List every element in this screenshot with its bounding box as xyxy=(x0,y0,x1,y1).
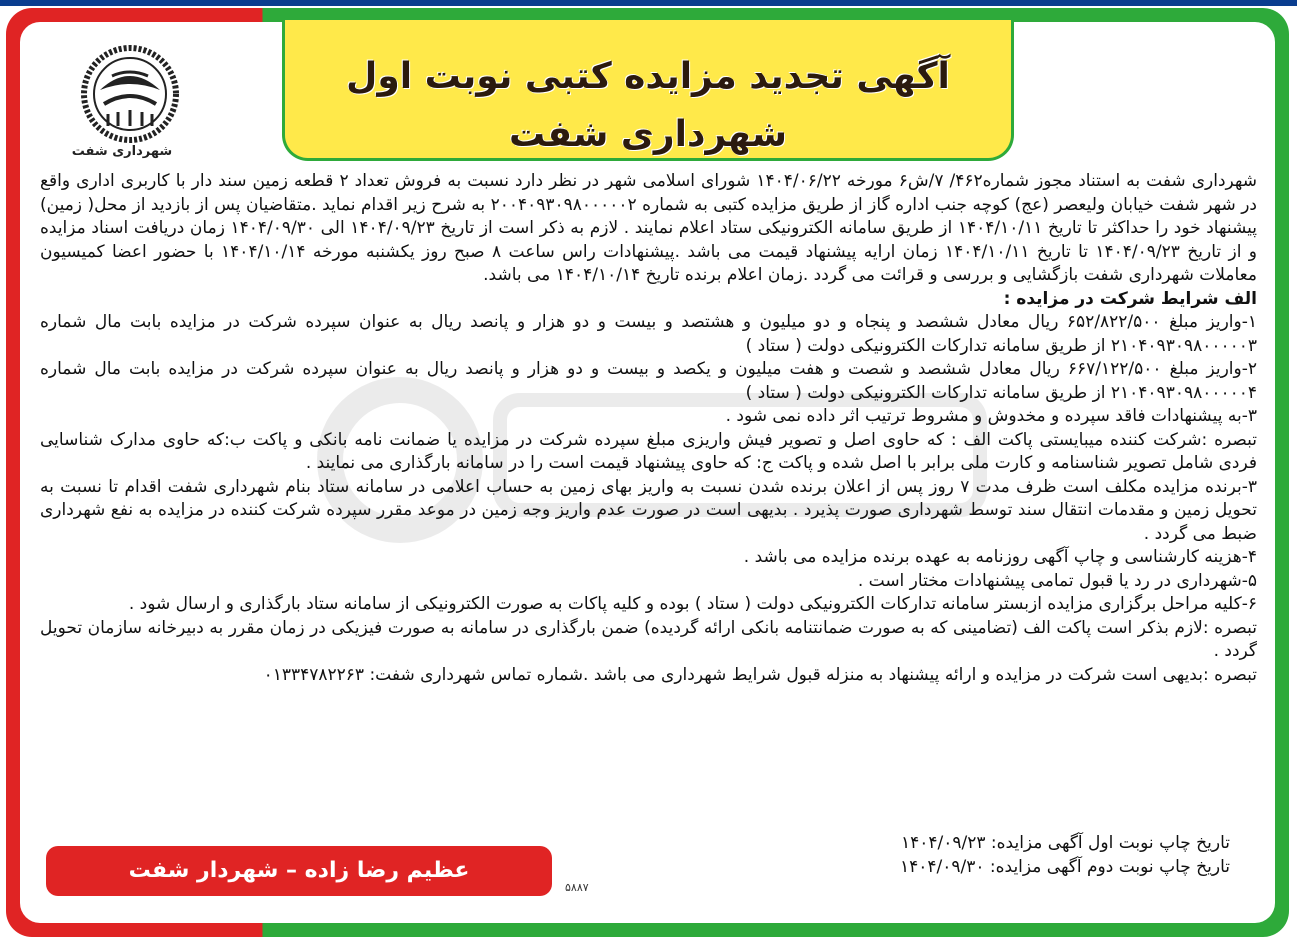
title-line-1: آگهی تجدید مزایده کتبی نوبت اول xyxy=(346,56,950,97)
condition-item: ۱-واریز مبلغ ۶۵۲/۸۲۲/۵۰۰ ریال معادل ششصد و پنجاه و دو میلیون و هشتصد و بیست و دو هزار و پانصد ریال به عنوان سپرده شرکت در مزایده بابت مال شماره ۲۱۰۴۰۹۳۰۹۸۰۰۰۰۰۳ از طریق سامانه تدارکات الکترونیکی دولت ( ستاد ) xyxy=(40,312,1258,356)
ad-body xyxy=(40,170,1257,687)
ad-code: ۵۸۸۷ xyxy=(565,881,589,894)
condition-note: تبصره :لازم بذکر است پاکت الف (تضامینی که به صورت ضمانتنامه بانکی ارائه گردیده) ضمن بارگذاری در سامانه به صورت فیزیکی در زمان مقرر به دبیرخانه سازمان تحویل گردد . xyxy=(40,617,1257,661)
first-publish-label: تاریخ چاپ نوبت اول آگهی مزایده: xyxy=(990,833,1230,853)
condition-item: ۵-شهرداری در رد یا قبول تمامی پیشنهادات مختار است . xyxy=(857,570,1257,591)
condition-note: تبصره :شرکت کننده میبایستی پاکت الف : که حاوی اصل و تصویر فیش واریزی مبلغ سپرده شرکت در مزایده یا ضمانت نامه بانکی و پاکت ب:که حاوی مدارک شناسایی فردی شامل تصویر شناسنامه و کارت ملی برابر با اصل شده و پاکت ج: که حاوی پیشنهاد قیمت است را در سامانه بارگذاری می نمایند . xyxy=(40,429,1257,473)
second-publish-value: ۱۴۰۴/۰۹/۳۰ xyxy=(899,856,985,877)
condition-item: ۲-واریز مبلغ ۶۶۷/۱۲۲/۵۰۰ ریال معادل ششصد و شصت و هفت میلیون و یکصد و بیست و دو هزار و پانصد ریال به عنوان سپرده شرکت در مزایده بابت مال شماره ۲۱۰۴۰۹۳۰۹۸۰۰۰۰۰۴ از طریق سامانه تدارکات الکترونیکی دولت ( ستاد ) xyxy=(40,359,1258,403)
logo-caption: شهرداری شفت xyxy=(71,144,173,159)
condition-item: ۴-هزینه کارشناسی و چاپ آگهی روزنامه به عهده برنده مزایده می باشد . xyxy=(743,547,1257,567)
title-line-2: شهرداری شفت xyxy=(508,114,788,155)
condition-item: ۳-به پیشنهادات فاقد سپرده و مخدوش و مشروط ترتیب اثر داده نمی شود . xyxy=(725,406,1257,426)
section-title: الف شرایط شرکت در مزایده : xyxy=(1003,288,1257,309)
condition-item: ۳-برنده مزایده مکلف است ظرف مدت ۷ روز پس از اعلان برنده شدن نسبت به واریز بهای زمین به حساب اعلامی در سامانه ستاد بنام شهرداری شفت اقدام تا نسبت به تحویل زمین و مقدمات انتقال سند توسط شهرداری صورت پذیرد . بدیهی است در صورت عدم واریز وجه زمین در موعد مقرر سپرده شرکت کننده در مزایده به نفع شهرداری ضبط می گردد . xyxy=(40,476,1257,544)
intro-paragraph: شهرداری شفت به استناد مجوز شماره۴۶۲/ ۷/ش۶ مورخه ۱۴۰۴/۰۶/۲۲ شورای اسلامی شهر در نظر دارد نسبت به فروش تعداد ۲ قطعه زمین سند دار با کاربری اداری واقع در شهر شفت خیابان ولیعصر (عج) کوچه جنب اداره گاز از طریق مزایده کتبی به شماره ۲۰۰۴۰۹۳۰۹۸۰۰۰۰۰۲ به شرح زیر اقدام نماید .متقاضیان پس از بازدید از محل( زمین) پیشنهاد خود را حداکثر تا تاریخ ۱۴۰۴/۱۰/۱۱ از طریق سامانه الکترونیکی ستاد اعلام نمایند . لازم به ذکر است از تاریخ ۱۴۰۴/۰۹/۲۳ الی ۱۴۰۴/۰۹/۳۰ زمان دریافت اسناد مزایده و از تاریخ ۱۴۰۴/۰۹/۲۳ تا تاریخ ۱۴۰۴/۱۰/۱۱ زمان ارایه پیشنهاد قیمت می باشد .پیشنهادات راس ساعت ۸ صبح روز یکشنبه مورخه ۱۴۰۴/۱۰/۱۴ با حضور اعضا کمیسیون معاملات شهرداری شفت بازگشایی و بررسی و قرائت می گردد .زمان اعلام برنده تاریخ ۱۴۰۴/۱۰/۱۴ می باشد. xyxy=(40,171,1258,285)
mayor-signature-banner: عظیم رضا زاده – شهردار شفت xyxy=(46,846,552,896)
second-publish-date xyxy=(600,856,1230,880)
second-publish-label: تاریخ چاپ نوبت دوم آگهی مزایده: xyxy=(989,856,1230,877)
condition-item: ۶-کلیه مراحل برگزاری مزایده ازبستر سامانه تدارکات الکترونیکی دولت ( ستاد ) بوده و کلیه پاکات به صورت الکترونیکی از سامانه ستاد بارگذاری و ارسال شود . xyxy=(128,594,1257,614)
first-publish-value: ۱۴۰۴/۰۹/۲۳ xyxy=(900,833,986,853)
title-box xyxy=(282,20,1014,161)
top-band xyxy=(0,0,1297,6)
condition-note: تبصره :بدیهی است شرکت در مزایده و ارائه پیشنهاد به منزله قبول شرایط شهرداری می باشد .شماره تماس شهرداری شفت: ۰۱۳۳۴۷۸۲۲۶۳ xyxy=(263,664,1257,685)
first-publish-date xyxy=(600,832,1230,856)
publish-dates xyxy=(600,832,1230,879)
